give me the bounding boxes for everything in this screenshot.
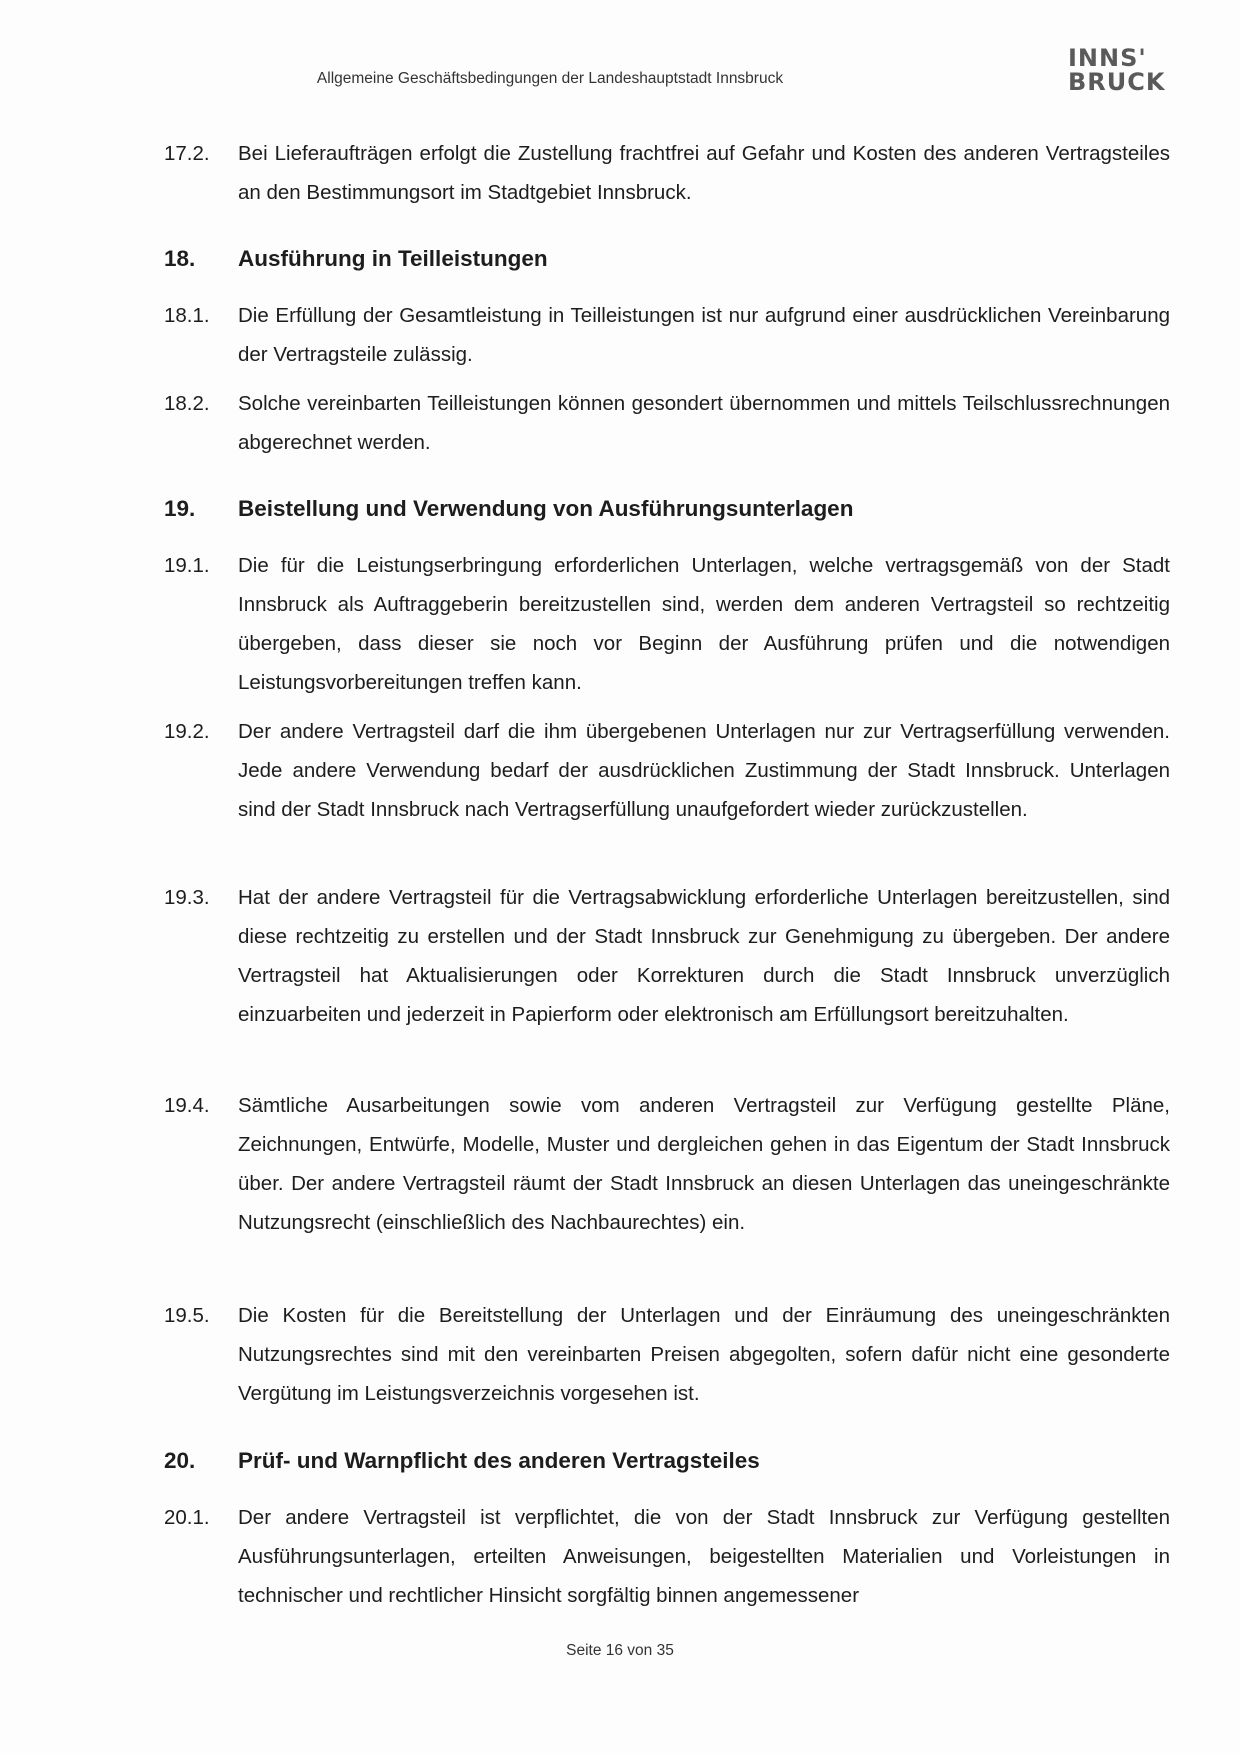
clause-19-1 [164,546,1170,702]
clause-text: Der andere Vertragsteil ist verpflichtet, die von der Stadt Innsbruck zur Verfügung gestellten Ausführungsunterlagen, erteilten Anweisungen, beigestellten Materialien und Vorleistungen in technischer und rechtlicher Hinsicht sorgfältig binnen angemessener [238,1506,1170,1607]
clause-number: 19.4. [164,1094,210,1117]
section-heading-18 [164,244,1170,274]
clause-text: Der andere Vertragsteil darf die ihm übergebenen Unterlagen nur zur Vertragserfüllung verwenden. Jede andere Verwendung bedarf der ausdrücklichen Zustimmung der Stadt Innsbruck. Unterlagen sind der Stadt Innsbruck nach Vertragserfüllung unaufgefordert wieder zurückzustellen. [238,720,1170,821]
clause-text: Die Erfüllung der Gesamtleistung in Teilleistungen ist nur aufgrund einer ausdrücklichen Vereinbarung der Vertragsteile zulässig. [238,304,1170,366]
clause-number: 18.2. [164,392,210,415]
clause-number: 19.2. [164,720,210,743]
section-number: 20. [164,1448,196,1473]
logo-line-1: INNS' [1068,44,1147,72]
clause-number: 19.3. [164,886,210,909]
clause-text: Die Kosten für die Bereitstellung der Unterlagen und der Einräumung des uneingeschränkten Nutzungsrechtes sind mit den vereinbarten Preisen abgegolten, sofern dafür nicht eine gesonderte Vergütung im Leistungsverzeichnis vorgesehen ist. [238,1304,1170,1405]
clause-number: 17.2. [164,142,210,165]
clause-19-4 [164,1086,1170,1242]
section-number: 18. [164,246,196,271]
clause-text: Hat der andere Vertragsteil für die Vertragsabwicklung erforderliche Unterlagen bereitzustellen, sind diese rechtzeitig zu erstellen und der Stadt Innsbruck zur Genehmigung zu übergeben. Der andere Vertragsteil hat Aktualisierungen oder Korrekturen durch die Stadt Innsbruck unverzüglich einzuarbeiten und jederzeit in Papierform oder elektronisch am Erfüllungsort bereitzuhalten. [238,886,1170,1026]
section-title: Prüf- und Warnpflicht des anderen Vertragsteiles [238,1448,760,1473]
clause-text: Sämtliche Ausarbeitungen sowie vom anderen Vertragsteil zur Verfügung gestellte Pläne, Zeichnungen, Entwürfe, Modelle, Muster und dergleichen gehen in das Eigentum der Stadt Innsbruck über. Der andere Vertragsteil räumt der Stadt Innsbruck an diesen Unterlagen das uneingeschränkte Nutzungsrecht (einschließlich des Nachbaurechtes) ein. [238,1094,1170,1234]
clause-18-2 [164,384,1170,462]
clause-text: Die für die Leistungserbringung erforderlichen Unterlagen, welche vertragsgemäß von der Stadt Innsbruck als Auftraggeberin bereitzustellen sind, werden dem anderen Vertragsteil so rechtzeitig übergeben, dass dieser sie noch vor Beginn der Ausführung prüfen und die notwendigen Leistungsvorbereitungen treffen kann. [238,554,1170,694]
section-title: Ausführung in Teilleistungen [238,246,548,271]
clause-number: 20.1. [164,1506,210,1529]
section-title: Beistellung und Verwendung von Ausführungsunterlagen [238,496,854,521]
clause-18-1 [164,296,1170,374]
section-number: 19. [164,496,196,521]
innsbruck-logo [1068,46,1188,94]
clause-19-2 [164,712,1170,829]
clause-number: 19.1. [164,554,210,577]
clause-19-5 [164,1296,1170,1413]
clause-number: 19.5. [164,1304,210,1327]
clause-20-1 [164,1498,1170,1615]
clause-text: Bei Lieferaufträgen erfolgt die Zustellung frachtfrei auf Gefahr und Kosten des anderen Vertragsteiles an den Bestimmungsort im Stadtgebiet Innsbruck. [238,142,1170,204]
logo-line-2: BRUCK [1068,68,1166,96]
clause-17-2 [164,134,1170,212]
clause-text: Solche vereinbarten Teilleistungen können gesondert übernommen und mittels Teilschlussrechnungen abgerechnet werden. [238,392,1170,454]
page-number-footer: Seite 16 von 35 [566,1642,674,1659]
clause-19-3 [164,878,1170,1034]
section-heading-20 [164,1446,1170,1476]
section-heading-19 [164,494,1170,524]
clause-number: 18.1. [164,304,210,327]
document-header-title: Allgemeine Geschäftsbedingungen der Landeshauptstadt Innsbruck [316,70,784,87]
